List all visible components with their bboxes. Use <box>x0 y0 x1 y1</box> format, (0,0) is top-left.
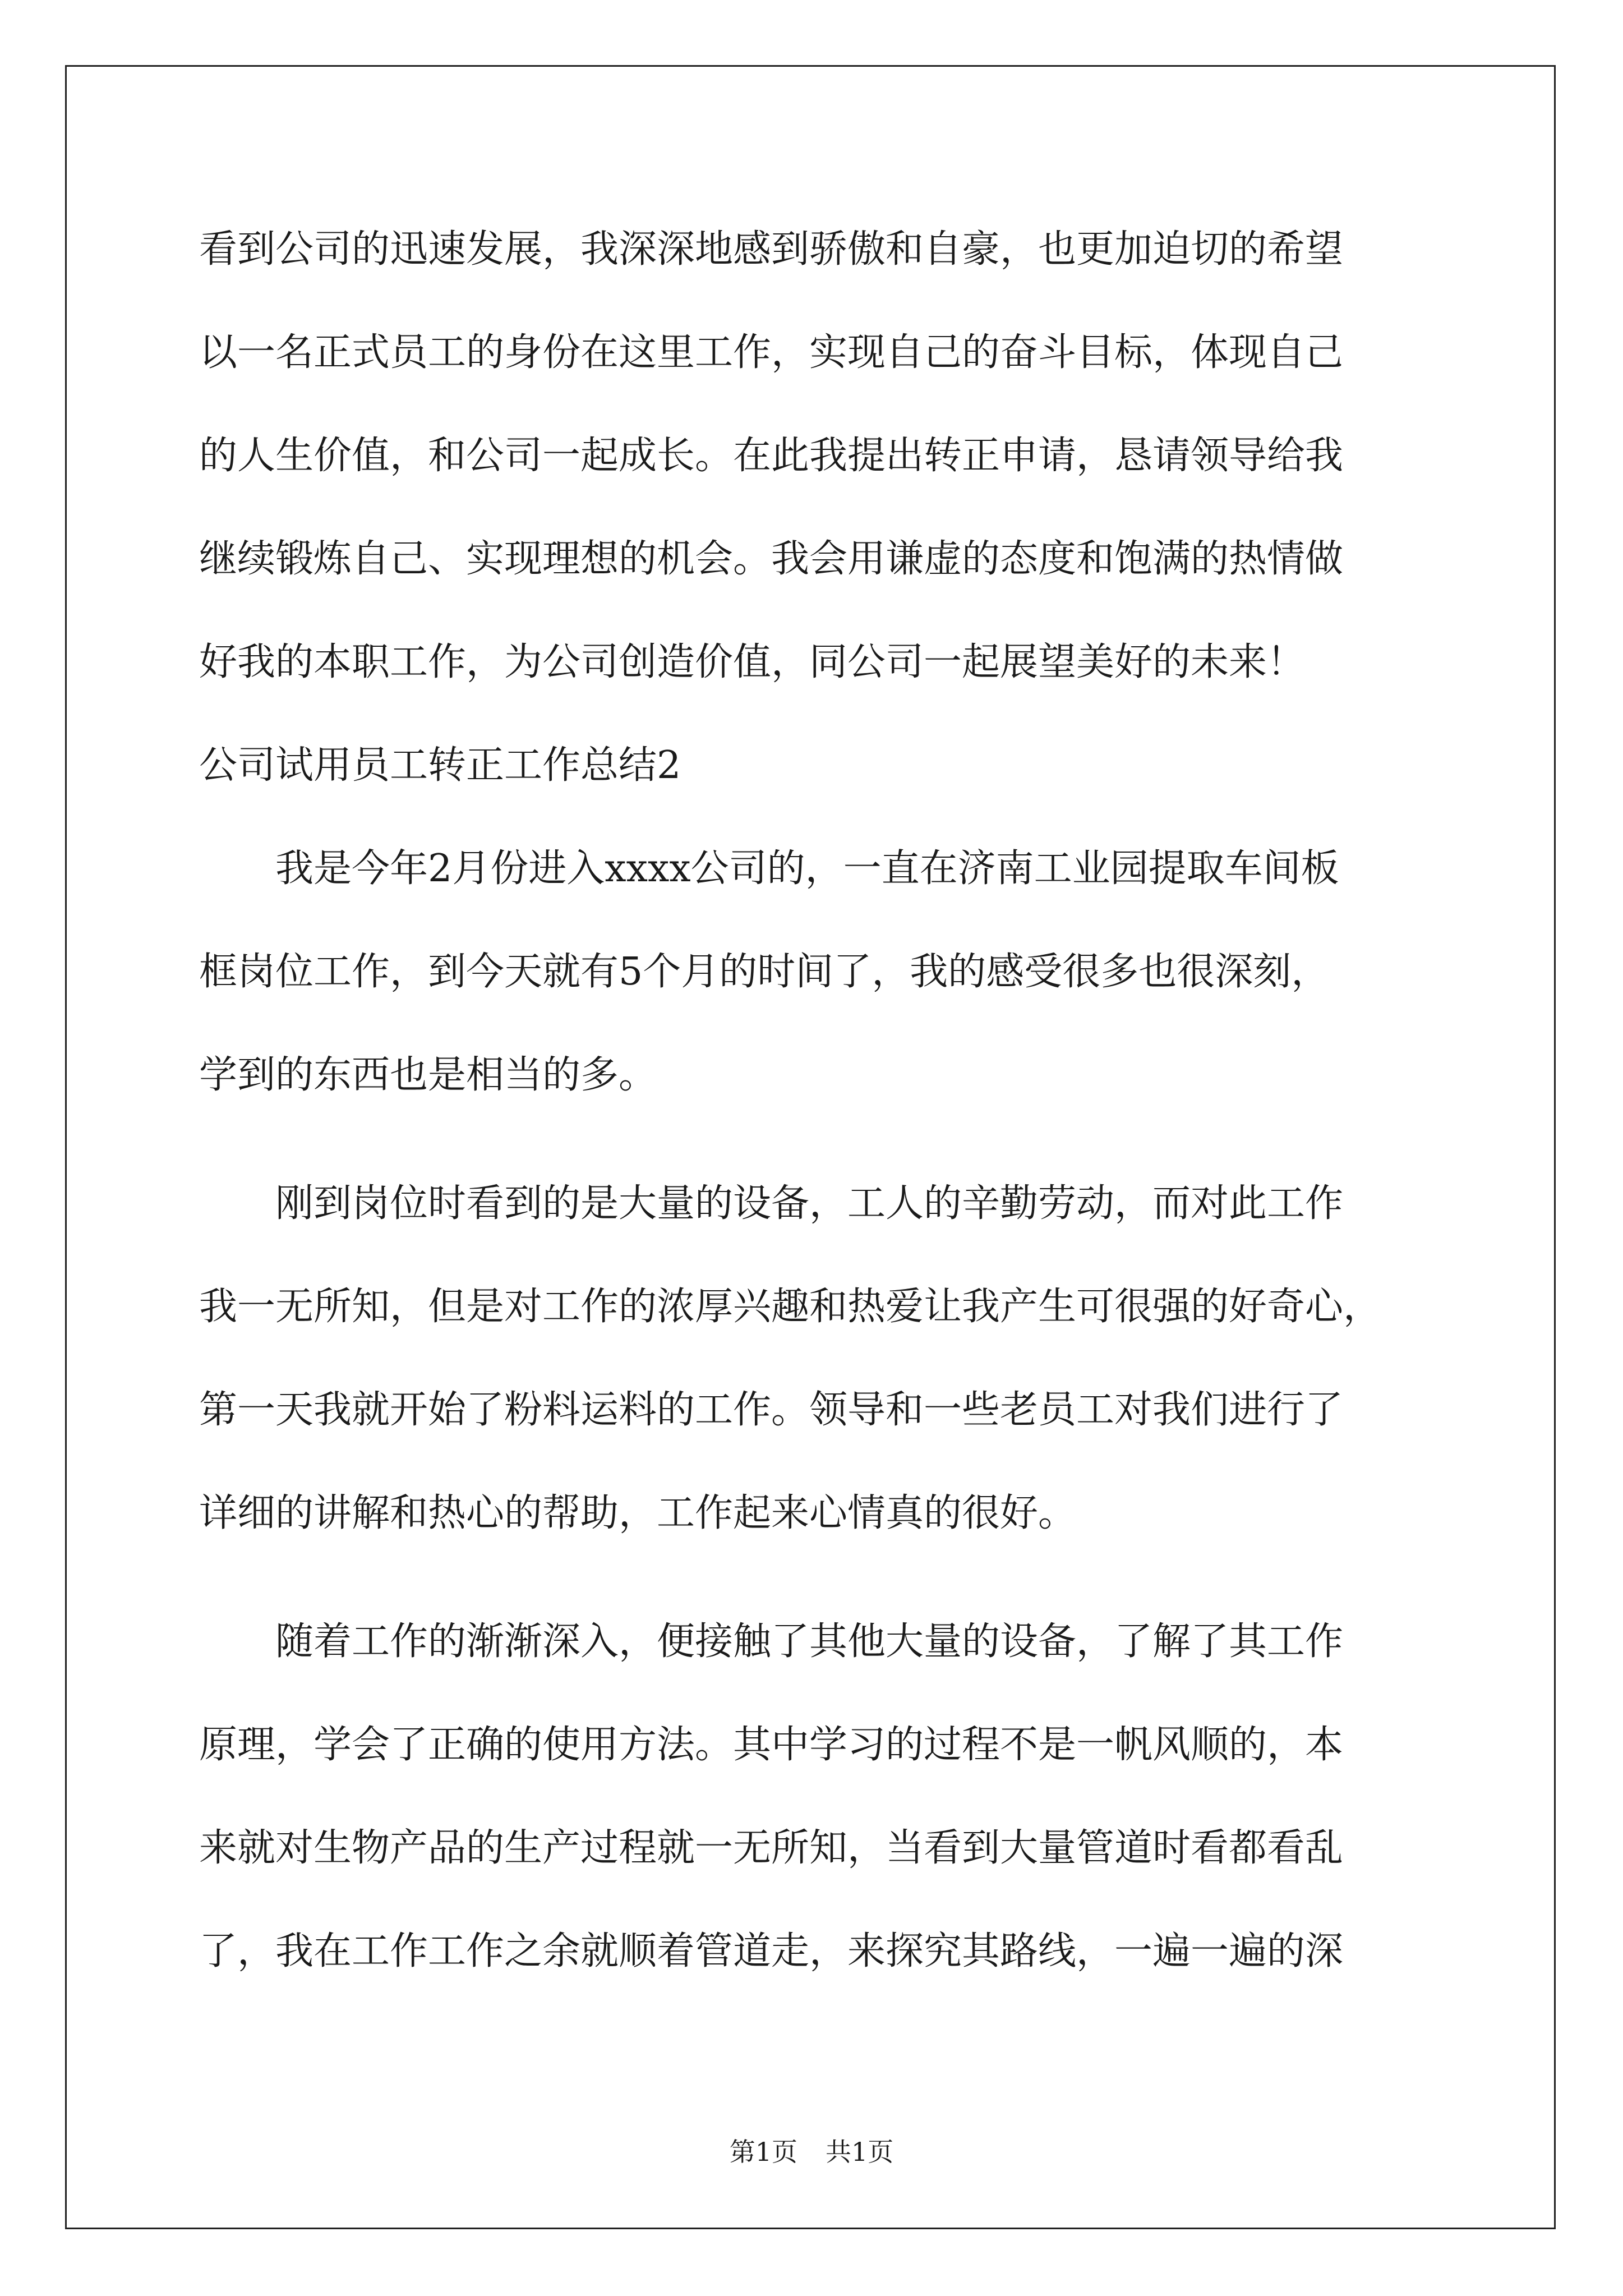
page-number-total: 共1页 <box>826 2137 894 2167</box>
text-line: 框岗位工作，到今天就有5个月的时间了，我的感受很多也很深刻， <box>199 950 1330 994</box>
text-line: 我是今年2月份进入xxxx公司的，一直在济南工业园提取车间板 <box>199 846 1339 891</box>
text-line: 原理，学会了正确的使用方法。其中学习的过程不是一帆风顺的，本 <box>199 1723 1344 1767</box>
text-line: 好我的本职工作，为公司创造价值，同公司一起展望美好的未来！ <box>199 640 1306 684</box>
text-line: 来就对生物产品的生产过程就一无所知，当看到大量管道时看都看乱 <box>199 1826 1344 1870</box>
text-line: 的人生价值，和公司一起成长。在此我提出转正申请，恳请领导给我 <box>199 434 1344 478</box>
text-line: 看到公司的迅速发展，我深深地感到骄傲和自豪，也更加迫切的希望 <box>199 227 1344 272</box>
page-number-current: 第1页 <box>729 2137 797 2167</box>
text-line: 继续锻炼自己、实现理想的机会。我会用谦虚的态度和饱满的热情做 <box>199 537 1344 581</box>
text-line: 我一无所知，但是对工作的浓厚兴趣和热爱让我产生可很强的好奇心， <box>199 1285 1382 1329</box>
text-line: 随着工作的渐渐深入，便接触了其他大量的设备，了解了其工作 <box>199 1619 1344 1664</box>
text-line: 学到的东西也是相当的多。 <box>199 1053 657 1097</box>
text-line: 刚到岗位时看到的是大量的设备，工人的辛勤劳动，而对此工作 <box>199 1181 1344 1226</box>
text-line: 了，我在工作工作之余就顺着管道走，来探究其路线，一遍一遍的深 <box>199 1929 1344 1973</box>
section-heading: 公司试用员工转正工作总结2 <box>199 743 681 788</box>
text-line: 详细的讲解和热心的帮助，工作起来心情真的很好。 <box>199 1491 1077 1535</box>
text-line: 第一天我就开始了粉料运料的工作。领导和一些老员工对我们进行了 <box>199 1388 1344 1432</box>
document-body <box>199 210 1433 2016</box>
page-footer <box>0 2132 1623 2169</box>
text-line: 以一名正式员工的身份在这里工作，实现自己的奋斗目标，体现自己 <box>199 330 1344 375</box>
